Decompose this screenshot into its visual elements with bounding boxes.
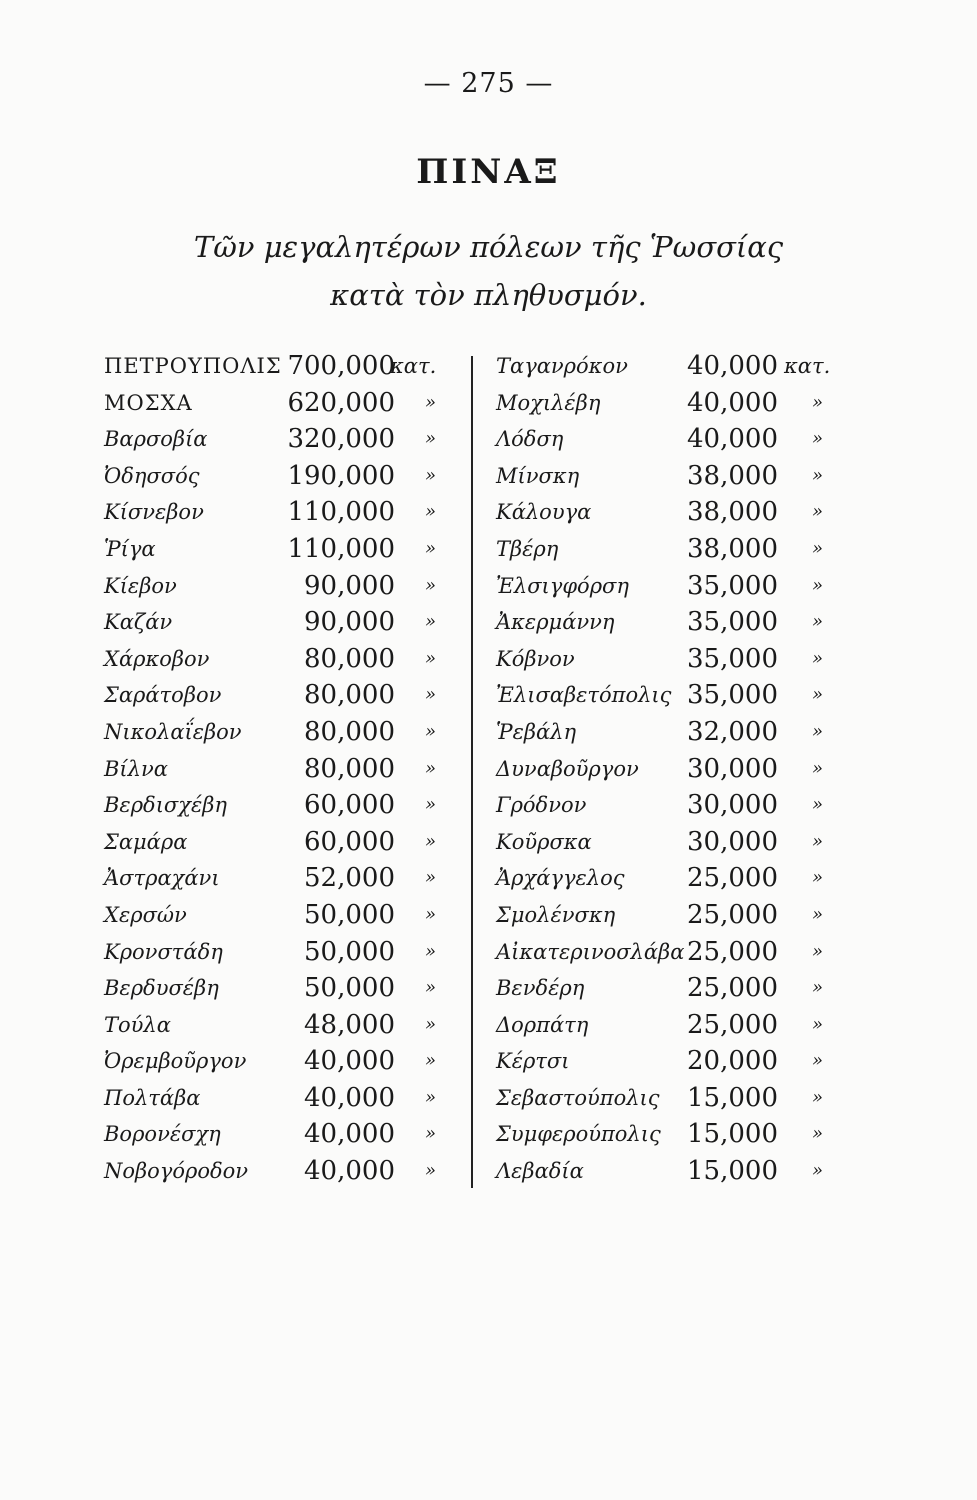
table-row (100, 568, 465, 605)
population-unit: » (812, 1050, 824, 1072)
table-row (492, 604, 860, 641)
city-population: 25,000 (687, 899, 778, 930)
city-population: 110,000 (287, 533, 395, 564)
city-population: 40,000 (687, 387, 778, 418)
table-row (492, 970, 860, 1007)
city-name: Σμολένσκη (496, 902, 616, 927)
column-divider (471, 356, 473, 1188)
city-population: 40,000 (687, 351, 778, 381)
population-unit: » (425, 537, 437, 559)
population-unit: » (812, 1123, 824, 1145)
city-population: 40,000 (304, 1046, 395, 1077)
city-name: Βίλνα (104, 756, 168, 781)
population-unit: » (425, 574, 437, 596)
city-population: 15,000 (687, 1082, 778, 1113)
population-unit: » (812, 574, 824, 596)
population-unit: » (425, 1086, 437, 1108)
population-unit: » (425, 794, 437, 816)
population-unit: » (425, 977, 437, 999)
city-name: Τούλα (104, 1012, 171, 1037)
city-name: Ῥεβάλη (496, 719, 577, 744)
page-title: ΠΙΝΑΞ (416, 152, 561, 192)
city-name: Ἐλισαβετόπολις (496, 683, 672, 708)
table-row (492, 1043, 860, 1080)
table-row (100, 421, 465, 458)
population-unit: » (425, 720, 437, 742)
city-population: 50,000 (304, 899, 395, 930)
table-row (100, 897, 465, 934)
population-unit: » (425, 428, 437, 450)
population-unit: » (812, 464, 824, 486)
table-row (492, 1153, 860, 1190)
city-population: 80,000 (304, 753, 395, 784)
population-unit: » (812, 940, 824, 962)
city-population: 38,000 (687, 497, 778, 528)
population-unit: » (812, 647, 824, 669)
city-population: 30,000 (687, 826, 778, 857)
city-name: Βερδυσέβη (104, 976, 219, 1001)
city-name: Πολτάβα (104, 1085, 201, 1110)
city-name: Ὀδησσός (104, 463, 200, 488)
table-row (492, 568, 860, 605)
population-unit: » (425, 940, 437, 962)
table-row (492, 1116, 860, 1153)
table-row (100, 1007, 465, 1044)
population-unit: » (812, 977, 824, 999)
table-row (492, 824, 860, 861)
city-name: Μοχιλέβη (496, 390, 601, 415)
city-population: 38,000 (687, 533, 778, 564)
city-population: 40,000 (304, 1119, 395, 1150)
population-unit: » (812, 1086, 824, 1108)
city-population: 35,000 (687, 680, 778, 711)
table-row (492, 458, 860, 495)
city-population: 90,000 (304, 607, 395, 638)
city-population: 35,000 (687, 607, 778, 638)
city-name: Λόδση (496, 427, 564, 452)
table-row (492, 860, 860, 897)
city-population: 38,000 (687, 460, 778, 491)
city-name: Ῥίγα (104, 536, 156, 561)
population-unit: » (425, 1160, 437, 1182)
population-unit: » (812, 757, 824, 779)
city-name: Χάρκοβον (104, 646, 210, 671)
city-population: 700,000 (287, 351, 395, 381)
city-name: Κρονστάδη (104, 939, 223, 964)
population-unit: » (812, 794, 824, 816)
table-row (100, 677, 465, 714)
city-name: Βαρσοβία (104, 427, 208, 452)
table-row (492, 531, 860, 568)
city-name: ΜΟΣΧΑ (104, 390, 193, 415)
table-row (492, 1007, 860, 1044)
table-row (492, 897, 860, 934)
city-population: 25,000 (687, 936, 778, 967)
population-unit: » (425, 867, 437, 889)
city-name: ΠΕΤΡΟΥΠΟΛΙΣ (104, 354, 282, 378)
city-population: 80,000 (304, 643, 395, 674)
table-row (492, 934, 860, 971)
population-unit: » (425, 830, 437, 852)
population-unit: » (812, 867, 824, 889)
population-unit: » (425, 1050, 437, 1072)
population-unit: » (812, 903, 824, 925)
city-population: 20,000 (687, 1046, 778, 1077)
city-population: 25,000 (687, 973, 778, 1004)
table-row (100, 385, 465, 422)
city-name: Ὀρεμβοῦργον (104, 1049, 247, 1074)
city-population: 30,000 (687, 790, 778, 821)
population-unit: » (812, 537, 824, 559)
table-row (100, 1116, 465, 1153)
population-unit: » (425, 391, 437, 413)
city-population: 15,000 (687, 1156, 778, 1187)
city-name: Ἀστραχάνι (104, 866, 220, 891)
table-row (100, 458, 465, 495)
population-unit: » (812, 611, 824, 633)
city-name: Δορπάτη (496, 1012, 589, 1037)
city-population: 48,000 (304, 1009, 395, 1040)
table-row (100, 348, 465, 385)
city-name: Δυναβοῦργον (496, 756, 639, 781)
table-row (100, 641, 465, 678)
table-row (492, 348, 860, 385)
city-population: 15,000 (687, 1119, 778, 1150)
city-name: Καζάν (104, 610, 173, 635)
table-row (492, 385, 860, 422)
table-row (100, 494, 465, 531)
city-name: Βενδέρη (496, 976, 585, 1001)
city-population: 80,000 (304, 680, 395, 711)
city-population: 80,000 (304, 716, 395, 747)
table-column-right (492, 348, 860, 1190)
city-name: Ἀρχάγγελος (496, 866, 625, 891)
subtitle-line-1: Τῶν μεγαλητέρων πόλεων τῆς Ῥωσσίας (193, 230, 784, 264)
city-name: Κίσνεβον (104, 500, 204, 525)
city-name: Νοβογόροδον (104, 1159, 249, 1184)
city-name: Γρόδνον (496, 793, 587, 818)
city-population: 25,000 (687, 1009, 778, 1040)
city-population: 60,000 (304, 826, 395, 857)
table-column-left (100, 348, 465, 1190)
city-name: Κόβνον (496, 646, 575, 671)
table-row (100, 751, 465, 788)
population-unit: » (425, 647, 437, 669)
city-name: Συμφερούπολις (496, 1122, 661, 1147)
population-unit: » (812, 684, 824, 706)
city-name: Ἀκερμάννη (496, 610, 615, 635)
table-row (100, 824, 465, 861)
city-population: 40,000 (304, 1082, 395, 1113)
page-number: — 275 — (423, 68, 554, 99)
city-name: Κέρτσι (496, 1049, 570, 1074)
city-name: Κίεβον (104, 573, 177, 598)
city-population: 190,000 (287, 460, 395, 491)
population-unit: » (812, 830, 824, 852)
table-row (492, 641, 860, 678)
city-name: Τβέρη (496, 536, 559, 561)
population-unit: » (425, 464, 437, 486)
city-population: 25,000 (687, 863, 778, 894)
table-row (100, 787, 465, 824)
table-row (492, 494, 860, 531)
table-row (100, 1080, 465, 1117)
city-population: 40,000 (687, 424, 778, 455)
table-row (492, 421, 860, 458)
table-row (100, 714, 465, 751)
table-row (100, 1043, 465, 1080)
city-name: Ταγανρόκον (496, 354, 628, 378)
city-name: Κάλουγα (496, 500, 592, 525)
population-unit: κατ. (390, 354, 437, 378)
population-unit: » (812, 1013, 824, 1035)
city-population: 320,000 (287, 424, 395, 455)
table-row (100, 1153, 465, 1190)
city-name: Νικολαΐεβον (104, 719, 242, 744)
city-population: 90,000 (304, 570, 395, 601)
city-population: 60,000 (304, 790, 395, 821)
city-name: Σαμάρα (104, 829, 188, 854)
city-name: Λεβαδία (496, 1159, 584, 1184)
city-population: 52,000 (304, 863, 395, 894)
population-unit: κατ. (784, 354, 831, 378)
population-unit: » (425, 1123, 437, 1145)
city-population: 30,000 (687, 753, 778, 784)
city-population: 40,000 (304, 1156, 395, 1187)
population-unit: » (425, 501, 437, 523)
table-row (492, 714, 860, 751)
population-unit: » (425, 757, 437, 779)
table-row (492, 1080, 860, 1117)
city-name: Κοῦρσκα (496, 829, 592, 854)
population-unit: » (425, 684, 437, 706)
table-row (492, 787, 860, 824)
city-population: 50,000 (304, 936, 395, 967)
city-population: 620,000 (287, 387, 395, 418)
city-name: Σαράτοβον (104, 683, 222, 708)
table-row (100, 531, 465, 568)
city-name: Αἰκατερινοσλάβα (496, 939, 685, 964)
population-unit: » (812, 501, 824, 523)
population-unit: » (812, 720, 824, 742)
population-unit: » (425, 1013, 437, 1035)
population-unit: » (812, 391, 824, 413)
city-population: 35,000 (687, 570, 778, 601)
table-row (492, 677, 860, 714)
table-row (100, 934, 465, 971)
city-name: Βορονέσχη (104, 1122, 221, 1147)
city-population: 35,000 (687, 643, 778, 674)
table-row (100, 860, 465, 897)
city-name: Μίνσκη (496, 463, 580, 488)
population-unit: » (425, 903, 437, 925)
city-name: Χερσών (104, 902, 187, 927)
population-unit: » (425, 611, 437, 633)
city-name: Σεβαστούπολις (496, 1085, 660, 1110)
table-row (100, 970, 465, 1007)
subtitle-line-2: κατὰ τὸν πληθυσμόν. (330, 278, 647, 312)
city-population: 110,000 (287, 497, 395, 528)
city-name: Ἐλσιγφόρση (496, 573, 629, 598)
city-name: Βερδισχέβη (104, 793, 227, 818)
city-population: 50,000 (304, 973, 395, 1004)
population-unit: » (812, 428, 824, 450)
table-row (100, 604, 465, 641)
population-unit: » (812, 1160, 824, 1182)
table-row (492, 751, 860, 788)
city-population: 32,000 (687, 716, 778, 747)
